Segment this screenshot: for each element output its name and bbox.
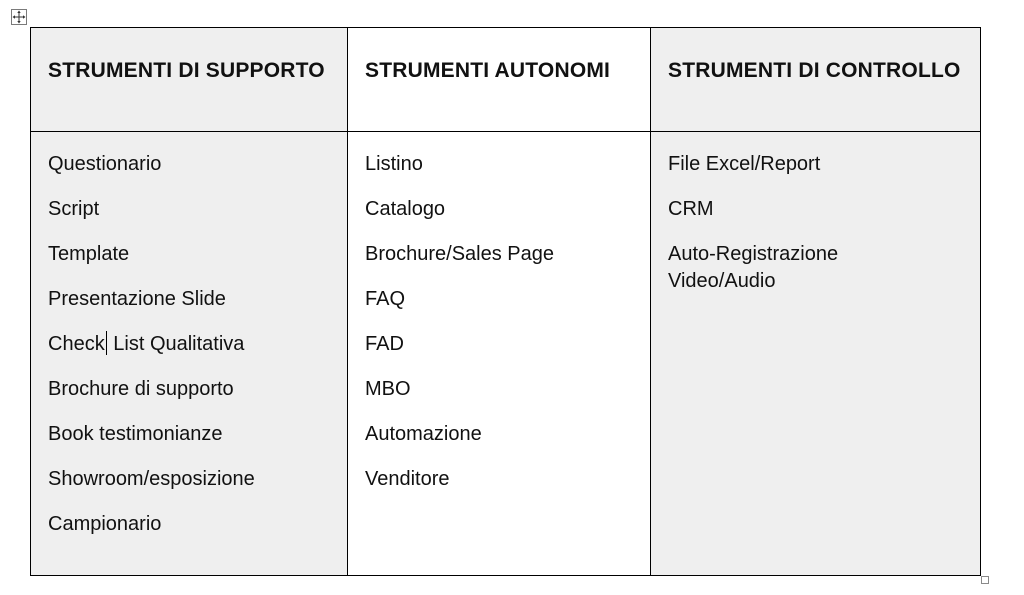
list-item: File Excel/Report [668,153,821,175]
list-item: Questionario [48,153,162,175]
text-cursor [106,331,107,355]
list-item: Campionario [48,513,162,535]
cell-strumenti-di-controllo[interactable] [651,132,981,576]
list-item: Template [48,243,130,265]
list-item: Book testimonianze [48,423,223,445]
list-item: CRM [668,198,714,220]
list-item: Brochure di supporto [48,378,234,400]
cell-strumenti-di-supporto[interactable] [31,132,348,576]
cell-strumenti-autonomi[interactable] [348,132,651,576]
list-item: Auto-Registrazione Video/Audio [668,243,839,292]
list-item: MBO [365,378,411,400]
list-item: Catalogo [365,198,446,220]
list-item: Script [48,198,100,220]
header-strumenti-autonomi[interactable]: STRUMENTI AUTONOMI [348,28,651,132]
list-item: Venditore [365,468,450,490]
list-item: FAQ [365,288,406,310]
list-item-with-caret [48,331,331,358]
tools-table[interactable] [30,27,981,576]
header-strumenti-di-controllo[interactable]: STRUMENTI DI CONTROLLO [651,28,981,132]
list-item: Listino [365,153,423,175]
table-body-row [31,132,981,576]
table-header-row [31,28,981,132]
list-item: Showroom/esposizione [48,468,255,490]
list-item: Brochure/Sales Page [365,243,555,265]
list-item: Automazione [365,423,482,445]
header-strumenti-di-supporto[interactable]: STRUMENTI DI SUPPORTO [31,28,348,132]
table-resize-handle[interactable] [981,576,989,584]
list-item: FAD [365,333,404,355]
list-item: Presentazione Slide [48,288,226,310]
caret-line-text: Check List Qualitativa [48,333,245,355]
table-move-handle-icon[interactable] [11,9,27,25]
